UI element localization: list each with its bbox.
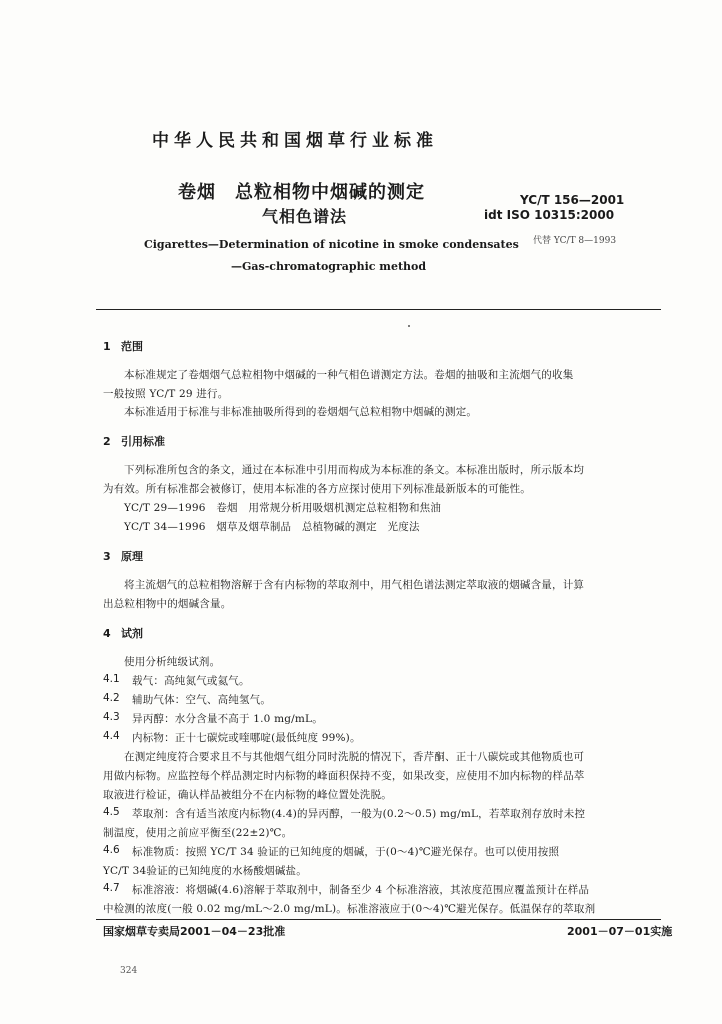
item-text: 标准溶液：将烟碱(4.6)溶解于萃取剂中，制备至少 4 个标准溶液，其浓度范围应覆盖预计在样品: [132, 884, 590, 896]
replaces-standard: 代替 YC/T 8—1993: [533, 236, 617, 246]
item-text: 在测定纯度符合要求且不与其他烟气组分同时洗脱的情况下，香芹酮、正十八碳烷或其他物质也可: [124, 751, 585, 763]
paragraph-line: 本标准规定了卷烟烟气总粒相物中烟碱的一种气相色谱测定方法。卷烟的抽吸和主流烟气的收集: [124, 369, 574, 381]
item-text: 辅助气体：空气、高纯氢气。: [132, 694, 272, 706]
paragraph-line: 出总粒相物中的烟碱含量。: [103, 598, 232, 610]
item-number: 4.5: [103, 806, 120, 818]
item-text: 制温度，使用之前应平衡至(22±2)℃。: [103, 827, 293, 839]
section-number: 2: [103, 435, 111, 448]
section-2-heading: [103, 433, 165, 449]
item-text: 载气：高纯氮气或氦气。: [132, 675, 250, 687]
item-text: 萃取剂：含有适当浓度内标物(4.4)的异丙醇，一般为(0.2～0.5) mg/mL，若萃取剂存放时未控: [132, 808, 586, 820]
section-title: 范围: [121, 340, 143, 353]
item-text: 用做内标物。应监控每个样品测定时内标物的峰面积保持不变，如果改变，应使用不加内标物的样品萃: [103, 770, 585, 782]
reference-item: YC/T 29—1996 卷烟 用常规分析用吸烟机测定总粒相物和焦油: [124, 502, 442, 514]
identical-standard: idt ISO 10315:2000: [484, 208, 615, 222]
paragraph-line: 本标准适用于标准与非标准抽吸所得到的卷烟烟气总粒相物中烟碱的测定。: [124, 406, 478, 418]
section-number: 3: [103, 550, 111, 563]
footer-rule: [96, 919, 661, 920]
section-4-heading: [103, 625, 143, 641]
implementation-date: 2001－07－01实施: [567, 925, 673, 938]
item-text: 中检测的浓度(一般 0.02 mg/mL～2.0 mg/mL)。标准溶液应于(0～4)℃避光保存。低温保存的萃取剂: [103, 903, 596, 915]
paragraph-line: 使用分析纯级试剂。: [124, 656, 221, 668]
item-text: 异丙醇：水分含量不高于 1.0 mg/mL。: [132, 713, 323, 725]
item-number: 4.2: [103, 692, 120, 704]
section-title: 原理: [121, 550, 143, 563]
section-title: 引用标准: [121, 435, 165, 448]
section-number: 1: [103, 340, 111, 353]
section-title: 试剂: [121, 627, 143, 640]
item-number: 4.3: [103, 711, 120, 723]
item-number: 4.7: [103, 882, 120, 894]
section-3-heading: [103, 548, 143, 564]
paragraph-line: 将主流烟气的总粒相物溶解于含有内标物的萃取剂中，用气相色谱法测定萃取液的烟碱含量，计算: [124, 579, 585, 591]
item-text: 取液进行检证，确认样品被组分不在内标物的峰位置处洗脱。: [103, 789, 392, 801]
item-number: 4.6: [103, 844, 120, 856]
paragraph-line: 为有效。所有标准都会被修订，使用本标准的各方应探讨使用下列标准最新版本的可能性。: [103, 483, 531, 495]
item-number: 4.4: [103, 730, 120, 742]
item-text: 内标物：正十七碳烷或喹哪啶(最低纯度 99%)。: [132, 732, 361, 744]
item-text: YC/T 34验证的已知纯度的水杨酸烟碱盐。: [103, 865, 307, 877]
title-english-line1: Cigarettes—Determination of nicotine in smoke condensates: [144, 238, 519, 251]
item-text: 标准物质：按照 YC/T 34 验证的已知纯度的烟碱，于(0～4)℃避光保存。也可以使用按照: [132, 846, 560, 858]
section-number: 4: [103, 627, 111, 640]
item-number: 4.1: [103, 673, 120, 685]
page-number: 324: [120, 966, 138, 976]
standard-number: YC/T 156—2001: [520, 193, 625, 207]
section-1-heading: [103, 338, 143, 354]
paragraph-line: 一般按照 YC/T 29 进行。: [103, 388, 229, 400]
reference-item: YC/T 34—1996 烟草及烟草制品 总植物碱的测定 光度法: [124, 521, 420, 533]
header-dot: [408, 325, 410, 327]
title-english-line2: —Gas-chromatographic method: [231, 260, 427, 273]
title-chinese-line2: 气相色谱法: [262, 207, 348, 226]
header-rule: [96, 309, 661, 310]
paragraph-line: 下列标准所包含的条文，通过在本标准中引用而构成为本标准的条文。本标准出版时，所示版本均: [124, 464, 585, 476]
approval-date: 国家烟草专卖局2001－04－23批准: [103, 925, 286, 938]
title-chinese-line1: 卷烟 总粒相物中烟碱的测定: [178, 182, 425, 203]
issuing-organization: 中华人民共和国烟草行业标准: [152, 131, 438, 151]
